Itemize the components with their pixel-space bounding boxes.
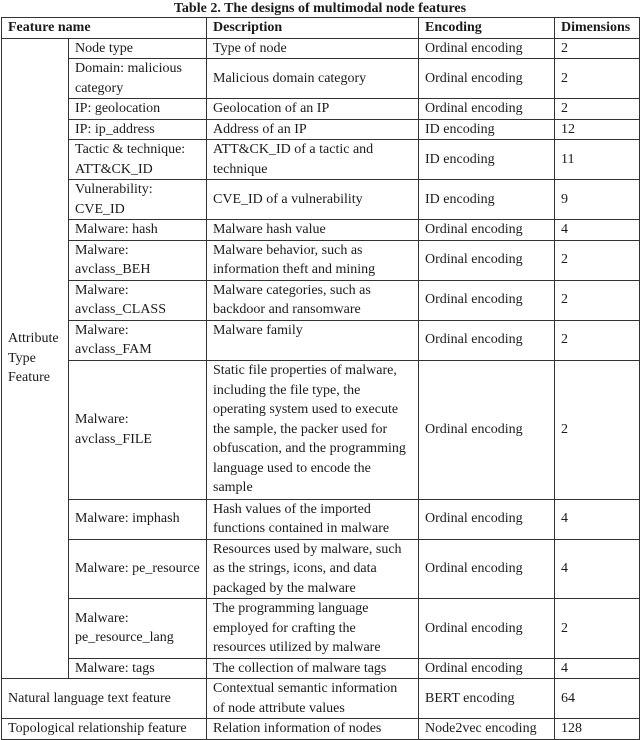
feature-dimensions: 4 [555,539,640,599]
feature-encoding: Ordinal encoding [419,658,555,679]
feature-encoding: Node2vec encoding [419,719,555,740]
feature-name: Topological relationship feature [2,719,207,740]
feature-dimensions: 2 [555,280,640,320]
table-row [2,499,640,539]
feature-description: CVE_ID of a vulnerability [207,180,419,220]
feature-description: Malware hash value [207,220,419,241]
feature-dimensions: 128 [555,719,640,740]
feature-description: The collection of malware tags [207,658,419,679]
feature-dimensions: 4 [555,220,640,241]
feature-subname: Malware: imphash [69,499,207,539]
table-row [2,220,640,241]
feature-encoding: Ordinal encoding [419,99,555,120]
feature-description: Malware categories, such as backdoor and ransomware [207,280,419,320]
feature-subname: IP: ip_address [69,119,207,140]
feature-encoding: Ordinal encoding [419,38,555,59]
table-row [2,679,640,719]
feature-subname: Malware: avclass_BEH [69,240,207,280]
feature-subname: Malware: pe_resource_lang [69,599,207,659]
feature-encoding: Ordinal encoding [419,360,555,499]
feature-dimensions: 4 [555,499,640,539]
feature-encoding: ID encoding [419,140,555,180]
header-encoding: Encoding [419,18,555,39]
feature-subname: Malware: hash [69,220,207,241]
feature-dimensions: 2 [555,320,640,360]
table-body [2,38,640,739]
table-row [2,539,640,599]
table-caption: Table 2. The designs of multimodal node features [173,1,467,16]
feature-dimensions: 12 [555,119,640,140]
feature-encoding: Ordinal encoding [419,320,555,360]
feature-dimensions: 4 [555,658,640,679]
table-row [2,240,640,280]
table-row [2,599,640,659]
table-header-row [2,18,640,39]
feature-description: Type of node [207,38,419,59]
feature-encoding: Ordinal encoding [419,280,555,320]
feature-subname: Malware: avclass_FILE [69,360,207,499]
feature-description: Malware family [207,320,419,360]
feature-description: Address of an IP [207,119,419,140]
table-row [2,59,640,99]
feature-encoding: ID encoding [419,119,555,140]
attribute-type-feature-group: Attribute Type Feature [2,38,69,679]
feature-dimensions: 2 [555,59,640,99]
feature-encoding: Ordinal encoding [419,220,555,241]
feature-dimensions: 2 [555,38,640,59]
feature-encoding: Ordinal encoding [419,539,555,599]
feature-dimensions: 2 [555,360,640,499]
feature-encoding: Ordinal encoding [419,599,555,659]
header-description: Description [207,18,419,39]
feature-encoding: Ordinal encoding [419,59,555,99]
feature-description: The programming language employed for crafting the resources utilized by malware [207,599,419,659]
feature-encoding: Ordinal encoding [419,499,555,539]
table-row [2,658,640,679]
feature-dimensions: 9 [555,180,640,220]
table-row [2,280,640,320]
feature-dimensions: 2 [555,240,640,280]
feature-dimensions: 2 [555,99,640,120]
header-feature-name: Feature name [2,18,207,39]
feature-description: Relation information of nodes [207,719,419,740]
feature-subname: Malware: avclass_CLASS [69,280,207,320]
table-row [2,719,640,740]
feature-description: Geolocation of an IP [207,99,419,120]
feature-description: Resources used by malware, such as the strings, icons, and data packaged by the malware [207,539,419,599]
features-table [1,17,640,740]
feature-description: Malware behavior, such as information theft and mining [207,240,419,280]
feature-dimensions: 2 [555,599,640,659]
feature-subname: IP: geolocation [69,99,207,120]
table-row [2,119,640,140]
header-dimensions: Dimensions [555,18,640,39]
feature-subname: Domain: malicious category [69,59,207,99]
table-row [2,180,640,220]
feature-description: Hash values of the imported functions contained in malware [207,499,419,539]
feature-subname: Malware: pe_resource [69,539,207,599]
feature-encoding: Ordinal encoding [419,240,555,280]
feature-subname: Malware: avclass_FAM [69,320,207,360]
table-row [2,140,640,180]
feature-description: Static file properties of malware, including the file type, the operating system used to execute the sample, the packer used for obfuscation, and the programming language used to encode the sample [207,360,419,499]
feature-subname: Malware: tags [69,658,207,679]
feature-name: Natural language text feature [2,679,207,719]
feature-subname: Vulnerability: CVE_ID [69,180,207,220]
feature-description: ATT&CK_ID of a tactic and technique [207,140,419,180]
feature-subname: Node type [69,38,207,59]
table-row [2,360,640,499]
table-row [2,99,640,120]
feature-subname: Tactic & technique: ATT&CK_ID [69,140,207,180]
feature-description: Contextual semantic information of node attribute values [207,679,419,719]
feature-encoding: ID encoding [419,180,555,220]
table-row [2,320,640,360]
feature-dimensions: 11 [555,140,640,180]
feature-description: Malicious domain category [207,59,419,99]
feature-dimensions: 64 [555,679,640,719]
feature-encoding: BERT encoding [419,679,555,719]
table-row [2,38,640,59]
